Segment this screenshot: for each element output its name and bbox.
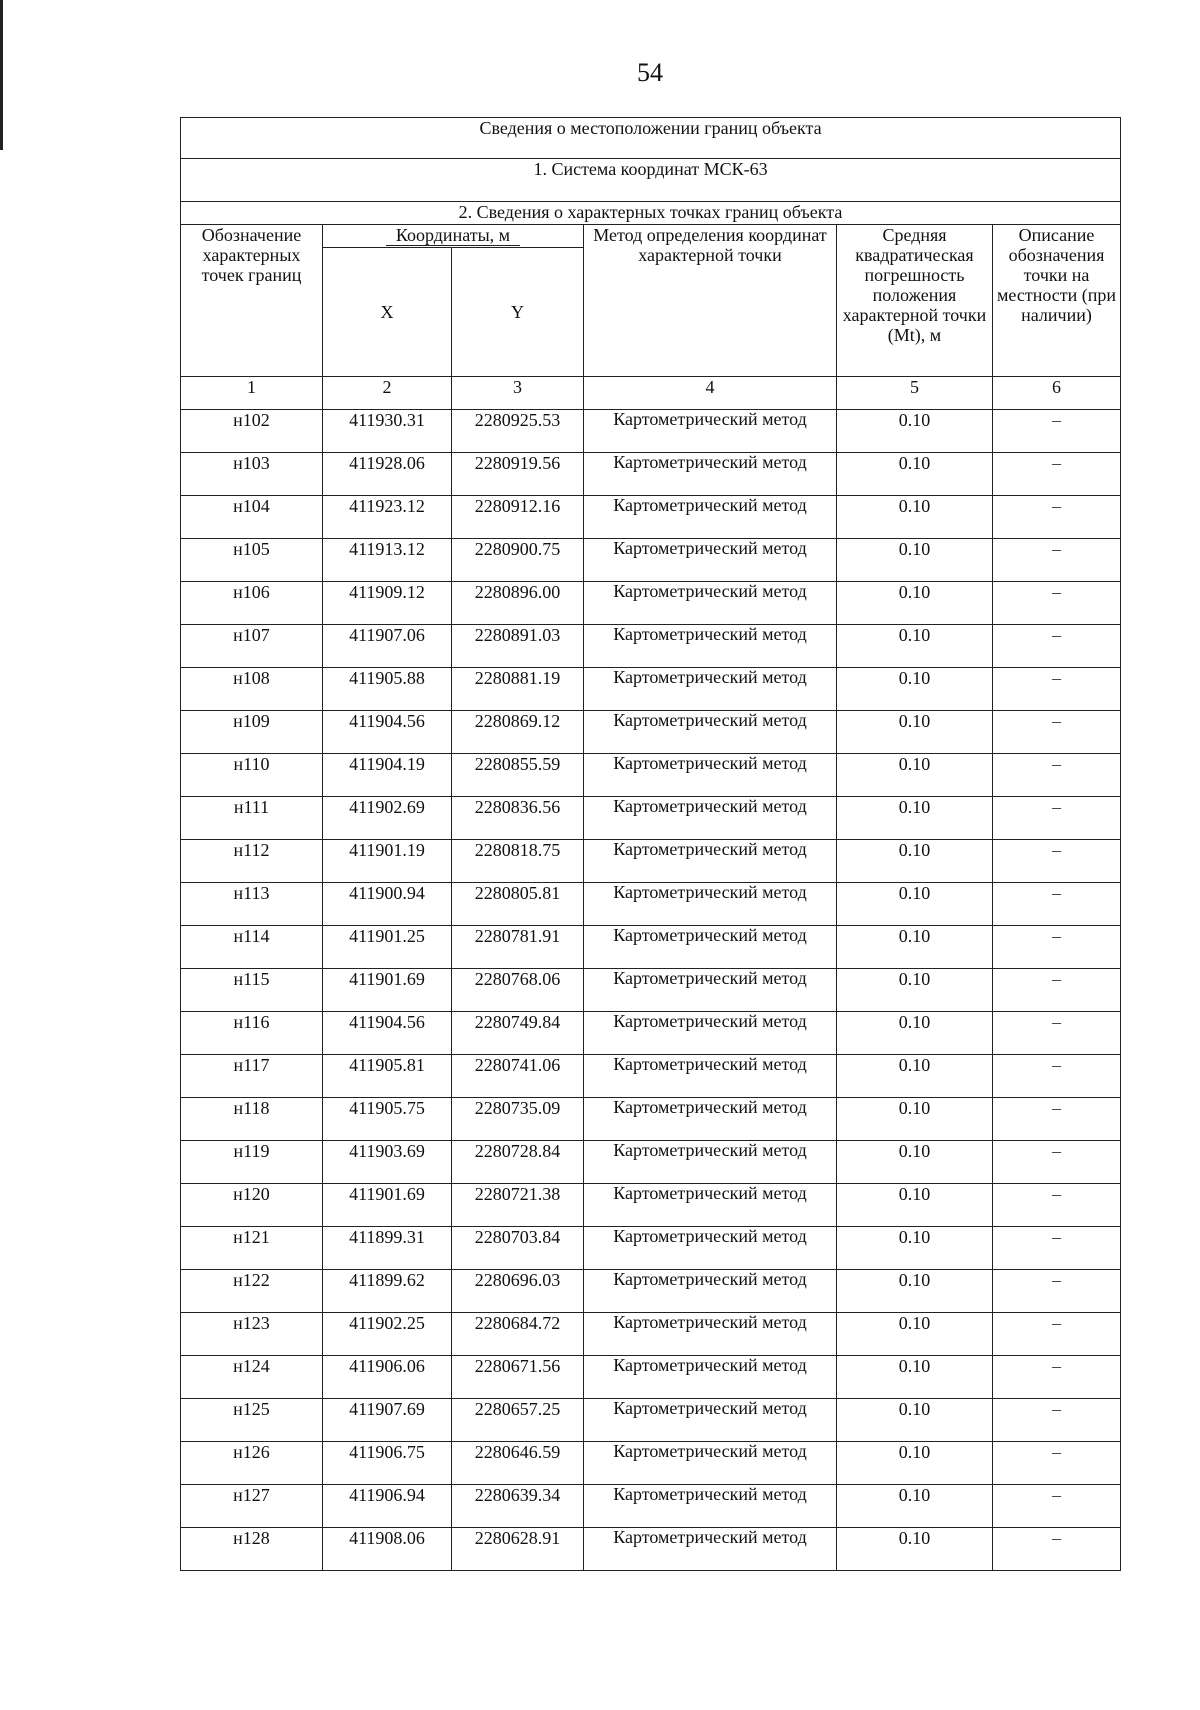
error-cell: 0.10 [837,1442,993,1485]
boundary-points-table [180,117,1121,1571]
point-cell: н125 [181,1399,323,1442]
x-coordinate-cell: 411923.12 [323,496,452,539]
y-coordinate-cell: 2280657.25 [452,1399,584,1442]
method-cell: Картометрический метод [584,625,837,668]
point-cell: н126 [181,1442,323,1485]
description-cell: – [993,1528,1121,1571]
description-cell: – [993,840,1121,883]
method-cell: Картометрический метод [584,1055,837,1098]
description-cell: – [993,453,1121,496]
x-coordinate-cell: 411900.94 [323,883,452,926]
method-cell: Картометрический метод [584,453,837,496]
error-cell: 0.10 [837,496,993,539]
table-row [181,1313,1121,1356]
y-coordinate-cell: 2280925.53 [452,410,584,453]
point-cell: н102 [181,410,323,453]
method-cell: Картометрический метод [584,797,837,840]
method-cell: Картометрический метод [584,668,837,711]
x-coordinate-cell: 411904.19 [323,754,452,797]
description-cell: – [993,1442,1121,1485]
table-row [181,711,1121,754]
method-cell: Картометрический метод [584,969,837,1012]
table-row [181,1055,1121,1098]
point-cell: н111 [181,797,323,840]
y-coordinate-cell: 2280728.84 [452,1141,584,1184]
method-cell: Картометрический метод [584,582,837,625]
method-cell: Картометрический метод [584,1184,837,1227]
y-coordinate-cell: 2280869.12 [452,711,584,754]
column-number-cell: 4 [584,377,837,410]
point-cell: н118 [181,1098,323,1141]
table-row [181,1141,1121,1184]
point-cell: н128 [181,1528,323,1571]
boundary-table-sheet [180,117,1120,1571]
table-row [181,926,1121,969]
x-coordinate-cell: 411901.69 [323,969,452,1012]
x-coordinate-cell: 411901.25 [323,926,452,969]
point-cell: н124 [181,1356,323,1399]
column-number-cell: 3 [452,377,584,410]
error-cell: 0.10 [837,754,993,797]
page-number: 54 [637,58,663,87]
header-x: X [323,248,452,377]
method-cell: Картометрический метод [584,1270,837,1313]
error-cell: 0.10 [837,1227,993,1270]
table-row [181,969,1121,1012]
x-coordinate-cell: 411906.94 [323,1485,452,1528]
table-row [181,1356,1121,1399]
table-row [181,883,1121,926]
description-cell: – [993,926,1121,969]
description-cell: – [993,1141,1121,1184]
description-cell: – [993,754,1121,797]
table-row [181,1485,1121,1528]
table-row [181,1098,1121,1141]
x-coordinate-cell: 411903.69 [323,1141,452,1184]
header-description: Описание обозначения точки на местности (при наличии) [993,225,1121,377]
point-cell: н110 [181,754,323,797]
x-coordinate-cell: 411901.19 [323,840,452,883]
method-cell: Картометрический метод [584,711,837,754]
method-cell: Картометрический метод [584,496,837,539]
table-row [181,1184,1121,1227]
description-cell: – [993,1485,1121,1528]
error-cell: 0.10 [837,625,993,668]
description-cell: – [993,1313,1121,1356]
header-coordinates [323,225,584,248]
y-coordinate-cell: 2280900.75 [452,539,584,582]
table-row [181,410,1121,453]
method-cell: Картометрический метод [584,410,837,453]
table-row [181,1227,1121,1270]
table-row [181,1528,1121,1571]
method-cell: Картометрический метод [584,1227,837,1270]
x-coordinate-cell: 411904.56 [323,1012,452,1055]
point-cell: н117 [181,1055,323,1098]
y-coordinate-cell: 2280684.72 [452,1313,584,1356]
error-cell: 0.10 [837,711,993,754]
column-number-cell: 2 [323,377,452,410]
error-cell: 0.10 [837,1399,993,1442]
table-row [181,754,1121,797]
error-cell: 0.10 [837,1528,993,1571]
point-cell: н120 [181,1184,323,1227]
method-cell: Картометрический метод [584,926,837,969]
point-cell: н106 [181,582,323,625]
method-cell: Картометрический метод [584,1098,837,1141]
column-numbers-row [181,377,1121,410]
table-row [181,625,1121,668]
x-coordinate-cell: 411902.25 [323,1313,452,1356]
y-coordinate-cell: 2280628.91 [452,1528,584,1571]
table-row [181,1442,1121,1485]
x-coordinate-cell: 411899.62 [323,1270,452,1313]
y-coordinate-cell: 2280735.09 [452,1098,584,1141]
method-cell: Картометрический метод [584,1141,837,1184]
x-coordinate-cell: 411907.06 [323,625,452,668]
section-title: 2. Сведения о характерных точках границ объекта [181,202,1121,225]
point-cell: н113 [181,883,323,926]
table-row [181,496,1121,539]
point-cell: н121 [181,1227,323,1270]
method-cell: Картометрический метод [584,754,837,797]
description-cell: – [993,1227,1121,1270]
method-cell: Картометрический метод [584,1485,837,1528]
table-row [181,1012,1121,1055]
description-cell: – [993,496,1121,539]
table-body [181,118,1121,1571]
y-coordinate-cell: 2280721.38 [452,1184,584,1227]
y-coordinate-cell: 2280741.06 [452,1055,584,1098]
x-coordinate-cell: 411930.31 [323,410,452,453]
y-coordinate-cell: 2280781.91 [452,926,584,969]
description-cell: – [993,1055,1121,1098]
method-cell: Картометрический метод [584,883,837,926]
error-cell: 0.10 [837,668,993,711]
method-cell: Картометрический метод [584,539,837,582]
description-cell: – [993,1270,1121,1313]
description-cell: – [993,1012,1121,1055]
x-coordinate-cell: 411907.69 [323,1399,452,1442]
x-coordinate-cell: 411913.12 [323,539,452,582]
error-cell: 0.10 [837,1313,993,1356]
method-cell: Картометрический метод [584,1012,837,1055]
method-cell: Картометрический метод [584,1399,837,1442]
error-cell: 0.10 [837,1184,993,1227]
point-cell: н115 [181,969,323,1012]
point-cell: н122 [181,1270,323,1313]
description-cell: – [993,969,1121,1012]
header-method: Метод определения координат характерной точки [584,225,837,377]
y-coordinate-cell: 2280696.03 [452,1270,584,1313]
table-row [181,453,1121,496]
error-cell: 0.10 [837,1098,993,1141]
method-cell: Картометрический метод [584,1528,837,1571]
description-cell: – [993,711,1121,754]
header-y: Y [452,248,584,377]
table-row [181,1399,1121,1442]
description-cell: – [993,1399,1121,1442]
y-coordinate-cell: 2280671.56 [452,1356,584,1399]
coordinate-system-row [181,159,1121,202]
error-cell: 0.10 [837,1055,993,1098]
description-cell: – [993,797,1121,840]
y-coordinate-cell: 2280881.19 [452,668,584,711]
point-cell: н107 [181,625,323,668]
y-coordinate-cell: 2280646.59 [452,1442,584,1485]
y-coordinate-cell: 2280912.16 [452,496,584,539]
x-coordinate-cell: 411904.56 [323,711,452,754]
error-cell: 0.10 [837,1270,993,1313]
x-coordinate-cell: 411928.06 [323,453,452,496]
method-cell: Картометрический метод [584,1442,837,1485]
description-cell: – [993,883,1121,926]
error-cell: 0.10 [837,926,993,969]
description-cell: – [993,410,1121,453]
x-coordinate-cell: 411899.31 [323,1227,452,1270]
y-coordinate-cell: 2280896.00 [452,582,584,625]
x-coordinate-cell: 411905.88 [323,668,452,711]
header-designation: Обозначение характерных точек границ [181,225,323,377]
column-number-cell: 1 [181,377,323,410]
point-cell: н114 [181,926,323,969]
y-coordinate-cell: 2280919.56 [452,453,584,496]
error-cell: 0.10 [837,1356,993,1399]
table-row [181,582,1121,625]
column-number-cell: 6 [993,377,1121,410]
header-row-top [181,225,1121,248]
y-coordinate-cell: 2280855.59 [452,754,584,797]
point-cell: н127 [181,1485,323,1528]
point-cell: н109 [181,711,323,754]
y-coordinate-cell: 2280891.03 [452,625,584,668]
error-cell: 0.10 [837,453,993,496]
table-row [181,539,1121,582]
point-cell: н104 [181,496,323,539]
table-row [181,797,1121,840]
section-title-row [181,202,1121,225]
y-coordinate-cell: 2280818.75 [452,840,584,883]
description-cell: – [993,1098,1121,1141]
table-row [181,1270,1121,1313]
y-coordinate-cell: 2280749.84 [452,1012,584,1055]
method-cell: Картометрический метод [584,1356,837,1399]
x-coordinate-cell: 411902.69 [323,797,452,840]
error-cell: 0.10 [837,410,993,453]
method-cell: Картометрический метод [584,1313,837,1356]
y-coordinate-cell: 2280836.56 [452,797,584,840]
x-coordinate-cell: 411905.75 [323,1098,452,1141]
point-cell: н103 [181,453,323,496]
error-cell: 0.10 [837,1012,993,1055]
header-coordinates-label: Координаты, м [386,225,520,246]
point-cell: н112 [181,840,323,883]
point-cell: н116 [181,1012,323,1055]
description-cell: – [993,1356,1121,1399]
x-coordinate-cell: 411908.06 [323,1528,452,1571]
header-error: Средняя квадратическая погрешность положения характерной точки (Mt), м [837,225,993,377]
error-cell: 0.10 [837,539,993,582]
error-cell: 0.10 [837,1141,993,1184]
error-cell: 0.10 [837,1485,993,1528]
x-coordinate-cell: 411906.06 [323,1356,452,1399]
description-cell: – [993,625,1121,668]
x-coordinate-cell: 411905.81 [323,1055,452,1098]
error-cell: 0.10 [837,840,993,883]
x-coordinate-cell: 411901.69 [323,1184,452,1227]
description-cell: – [993,539,1121,582]
point-cell: н119 [181,1141,323,1184]
x-coordinate-cell: 411909.12 [323,582,452,625]
description-cell: – [993,582,1121,625]
point-cell: н108 [181,668,323,711]
error-cell: 0.10 [837,883,993,926]
error-cell: 0.10 [837,797,993,840]
description-cell: – [993,668,1121,711]
caption-row [181,118,1121,159]
error-cell: 0.10 [837,969,993,1012]
description-cell: – [993,1184,1121,1227]
method-cell: Картометрический метод [584,840,837,883]
table-row [181,840,1121,883]
table-row [181,668,1121,711]
coordinate-system-text: 1. Система координат МСК-63 [181,159,1121,202]
y-coordinate-cell: 2280805.81 [452,883,584,926]
point-cell: н105 [181,539,323,582]
y-coordinate-cell: 2280768.06 [452,969,584,1012]
point-cell: н123 [181,1313,323,1356]
error-cell: 0.10 [837,582,993,625]
x-coordinate-cell: 411906.75 [323,1442,452,1485]
table-caption: Сведения о местоположении границ объекта [181,118,1121,159]
column-number-cell: 5 [837,377,993,410]
y-coordinate-cell: 2280703.84 [452,1227,584,1270]
y-coordinate-cell: 2280639.34 [452,1485,584,1528]
